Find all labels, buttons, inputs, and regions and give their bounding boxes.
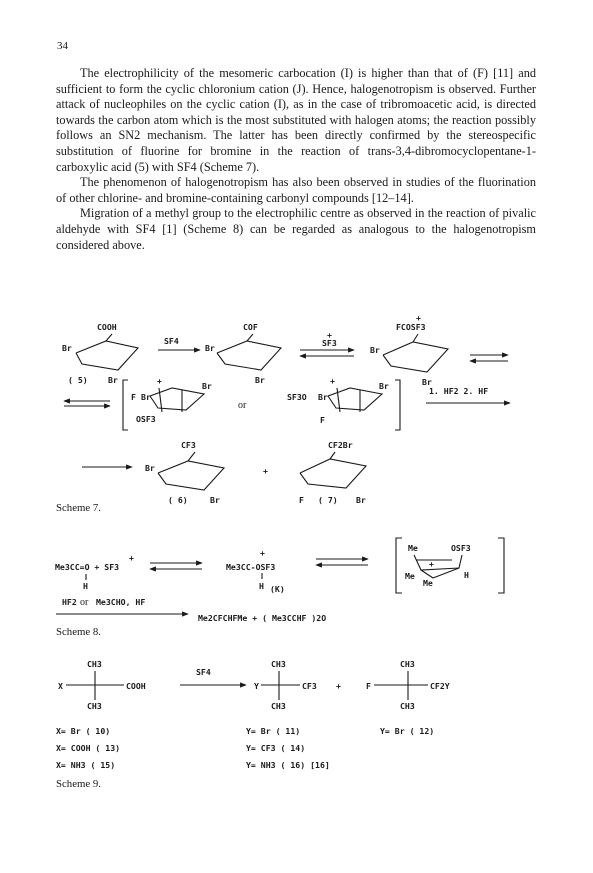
- ch3-label: CH3: [87, 701, 102, 711]
- product-structure: [254, 659, 317, 711]
- br-label: Br: [318, 392, 328, 402]
- br-label: Br: [145, 463, 155, 473]
- charge-plus: +: [416, 313, 421, 323]
- scheme-7: [62, 313, 510, 505]
- bracket-right: [498, 538, 504, 593]
- br-label: Br: [356, 495, 366, 505]
- br-label: Br: [62, 343, 72, 353]
- compound-number: ( 6): [168, 495, 188, 505]
- compound-6-structure: [145, 440, 224, 505]
- ch3-label: CH3: [87, 659, 102, 669]
- compound-number: ( 7): [318, 495, 338, 505]
- me-label: Me: [405, 571, 415, 581]
- cf2br-label: CF2Br: [328, 440, 353, 450]
- charge-plus: +: [330, 376, 335, 386]
- scheme-7-caption: Scheme 7.: [56, 502, 101, 514]
- compound-7-structure: [299, 440, 366, 505]
- plus-sign: +: [263, 466, 268, 476]
- ch3-label: CH3: [400, 659, 415, 669]
- br-label: Br: [370, 345, 380, 355]
- bridged-cation-structure: [405, 543, 471, 588]
- y-definition: Y= Br ( 11): [246, 726, 301, 736]
- reactant-structure: [58, 659, 146, 711]
- compound-5-structure: [62, 322, 138, 385]
- y-definition: Y= Br ( 12): [380, 726, 435, 736]
- br-label: Br: [422, 377, 432, 387]
- conditions-me3cho: Me3CHO, HF: [96, 597, 146, 607]
- intermediate-text: Me3CC-OSF3: [226, 562, 276, 572]
- bracket-left: [396, 538, 402, 593]
- me-label: Me: [408, 543, 418, 553]
- y-definition: Y= CF3 ( 14): [246, 743, 306, 753]
- f-label: F: [131, 392, 136, 402]
- f-label: F: [299, 495, 304, 505]
- br-label: Br: [205, 343, 215, 353]
- x-definition: X= Br ( 10): [56, 726, 111, 736]
- br-label: Br: [202, 381, 212, 391]
- conditions-or: or: [80, 597, 89, 608]
- intermediate-label-k: (K): [270, 584, 285, 594]
- fcosf3-label: FCOSF3: [396, 322, 426, 332]
- cooh-label: COOH: [97, 322, 117, 332]
- f-label: F: [366, 681, 371, 691]
- f-label: F: [320, 415, 325, 425]
- paragraph-3: Migration of a methyl group to the electrophilic centre as observed in the reaction of pivalic aldehyde with SF4 [1] (Scheme 8) can be regarded as analogous to the halogenotropism considered above.: [56, 206, 536, 252]
- scheme-9: [56, 659, 450, 770]
- scheme-9-caption: Scheme 9.: [56, 778, 101, 790]
- reagents-text: 1. HF2 2. HF: [429, 386, 489, 396]
- reactant-text: Me3CC=O + SF3: [55, 562, 120, 572]
- cf3-label: CF3: [302, 681, 317, 691]
- plus-sign: +: [336, 681, 341, 691]
- cof-label: COF: [243, 322, 258, 332]
- charge-plus: +: [327, 330, 332, 340]
- reagent-sf4: SF4: [164, 336, 179, 346]
- page-number: 34: [57, 40, 68, 52]
- br-label: Br: [379, 381, 389, 391]
- me-label: Me: [423, 578, 433, 588]
- charge-plus: +: [260, 548, 265, 558]
- x-definition: X= NH3 ( 15): [56, 760, 116, 770]
- paragraph-1: The electrophilicity of the mesomeric carbocation (I) is higher than that of (F) [11] and sufficient to form the cyclic chloronium cation (J). Hence, halogenotropism is observed. Further attack of nucleophiles on the cyclic cation (I), as in the case of tribromoacetic acid, is directed towards the carbon atom which is the most substituted with halogen atoms; the reaction possibly follows an SN2 mechanism. The latter has been directly confirmed by the stereospecific substitution of fluorine for bromine in the reaction of trans-3,4-dibromocyclopentane-1-carboxylic acid (5) with SF4 (Scheme 7).: [56, 66, 536, 174]
- br-label: Br: [141, 392, 151, 402]
- bracket-left: [123, 380, 128, 430]
- h-label: H: [83, 581, 88, 591]
- h-label: H: [259, 581, 264, 591]
- products-text: Me2CFCHFMe + ( Me3CCHF )2O: [198, 613, 327, 623]
- osf3-label: OSF3: [136, 414, 156, 424]
- sf3o-label: SF3O: [287, 392, 307, 402]
- bracket-right: [395, 380, 400, 430]
- x-label: X: [58, 681, 63, 691]
- bromonium-intermediate-structure: [131, 376, 212, 424]
- reagent-sf3-plus: SF3: [322, 338, 337, 348]
- or-text: or: [238, 400, 247, 411]
- bromonium-intermediate-alt-structure: [287, 376, 389, 425]
- reagent-sf4: SF4: [196, 667, 211, 677]
- paragraph-2: The phenomenon of halogenotropism has also been observed in studies of the fluorination of other chlorine- and bromine-containing carbonyl compounds [12–14].: [56, 175, 536, 205]
- y-label: Y: [254, 681, 259, 691]
- charge-plus: +: [129, 553, 134, 563]
- scheme-8-caption: Scheme 8.: [56, 626, 101, 638]
- byproduct-structure: [366, 659, 450, 711]
- ch3-label: CH3: [271, 701, 286, 711]
- osf3-label: OSF3: [451, 543, 471, 553]
- ch3-label: CH3: [400, 701, 415, 711]
- ch3-label: CH3: [271, 659, 286, 669]
- br-label: Br: [210, 495, 220, 505]
- fluorocarbonyl-cation-structure: [370, 313, 448, 387]
- cf3-label: CF3: [181, 440, 196, 450]
- conditions-hf2: HF2: [62, 597, 77, 607]
- br-label: Br: [255, 375, 265, 385]
- compound-number: ( 5): [68, 375, 88, 385]
- cf2y-label: CF2Y: [430, 681, 450, 691]
- acyl-fluoride-structure: [205, 322, 281, 385]
- charge-plus: +: [157, 376, 162, 386]
- charge-plus: +: [429, 559, 434, 569]
- cooh-label: COOH: [126, 681, 146, 691]
- scheme-8: [55, 538, 504, 623]
- h-label: H: [464, 570, 469, 580]
- x-definition: X= COOH ( 13): [56, 743, 121, 753]
- y-definition: Y= NH3 ( 16) [16]: [246, 760, 330, 770]
- br-label: Br: [108, 375, 118, 385]
